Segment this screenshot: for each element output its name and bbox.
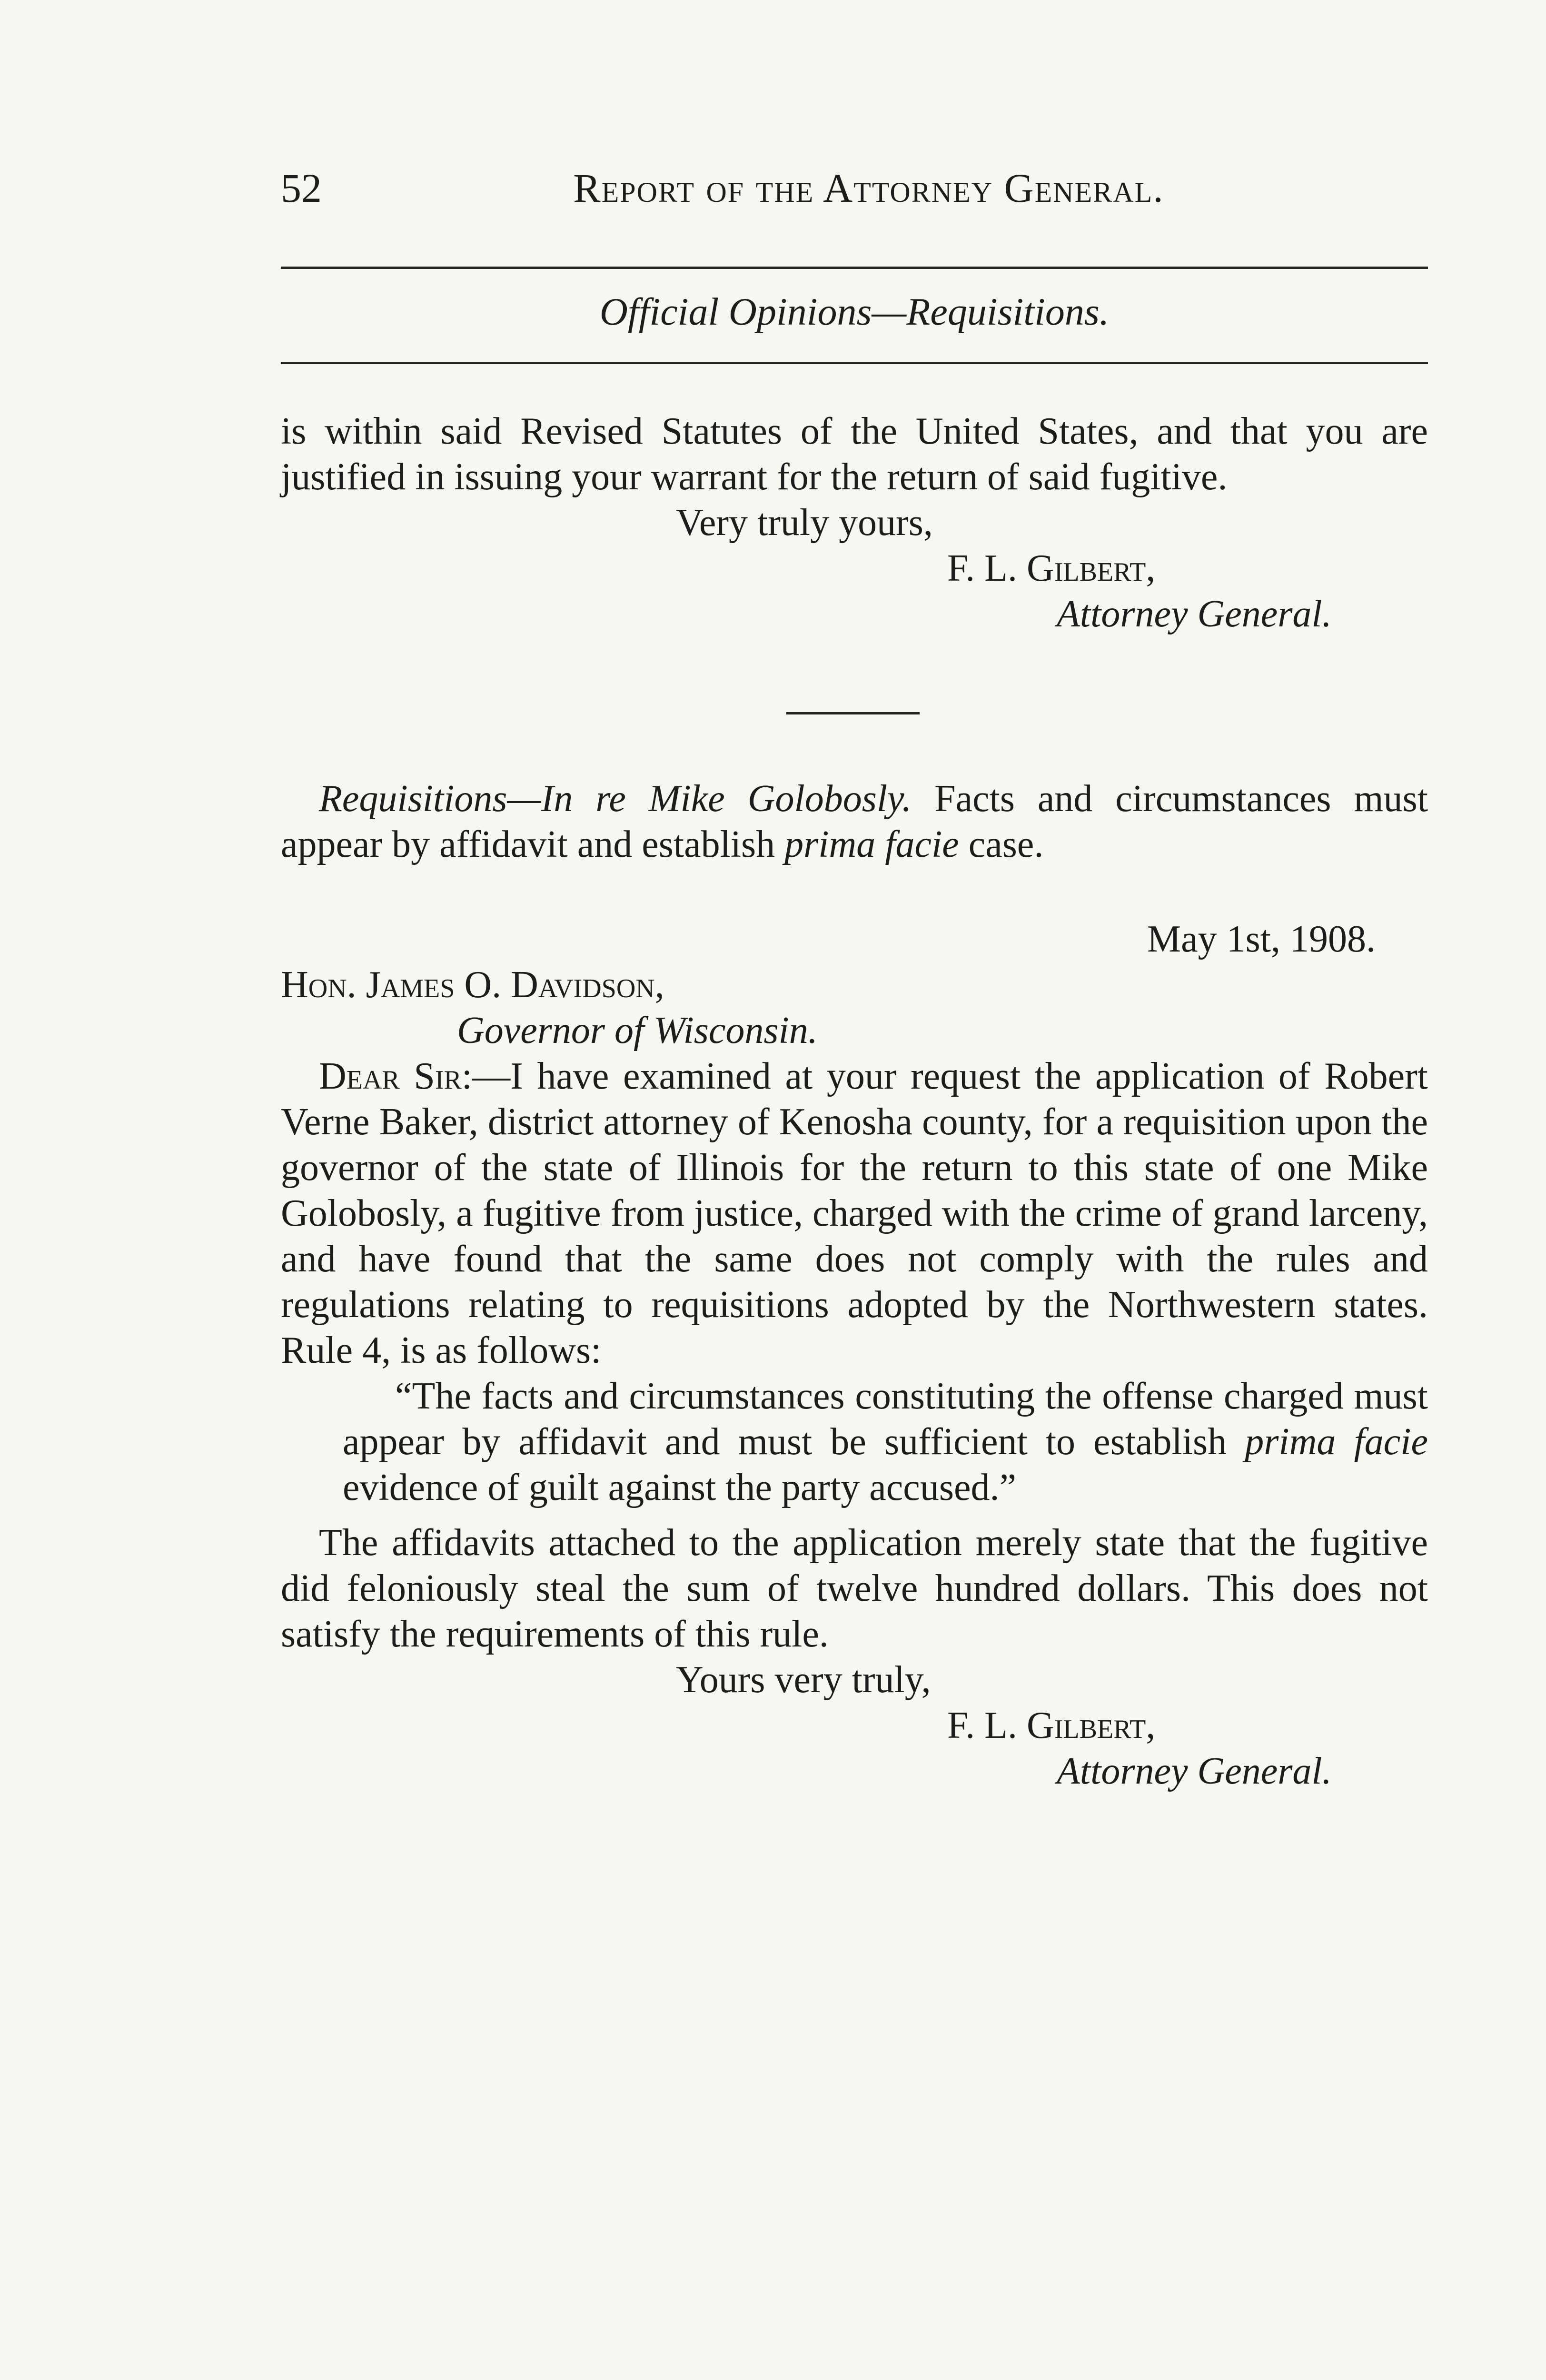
signature-name-1: F. L. Gilbert, bbox=[947, 547, 1156, 589]
conclusion-paragraph: The affidavits attached to the application merely state that the fugitive did feloniously steal the sum of twelve hundred dollars. This does not satisfy the requirements of this rule. bbox=[281, 1522, 1428, 1655]
headnote-paragraph bbox=[281, 776, 1428, 867]
continued-paragraph: is within said Revised Statutes of the United States, and that you are justified in issuing your warrant for the return of said fugitive. bbox=[281, 410, 1428, 498]
previous-opinion-end bbox=[281, 408, 1428, 637]
quote-start: “The facts and circumstances constituting the offense charged must appear by affidavit and must be sufficient to establish bbox=[343, 1375, 1428, 1463]
closing-2: Yours very truly, bbox=[676, 1659, 931, 1701]
opinion-headnote bbox=[281, 776, 1428, 867]
body-text: —I have examined at your request the application of Robert Verne Baker, district attorney of Kenosha county, for a requisition upon the governor of the state of Illinois for the return to this state of one Mike Golobosly, a fugitive from justice, charged with the crime of grand larceny, and have found that the same does not comply with the rules and regulations relating to requisitions adopted by the Northwestern states. Rule 4, is as follows: bbox=[281, 1055, 1428, 1371]
running-title: Report of the Attorney General. bbox=[573, 165, 1164, 211]
headnote-end: case. bbox=[968, 823, 1044, 865]
letter-date: May 1st, 1908. bbox=[1147, 918, 1376, 960]
running-header bbox=[281, 157, 1428, 219]
header-bottom-rule bbox=[281, 362, 1428, 364]
section-heading: Official Opinions—Requisitions. bbox=[599, 290, 1110, 333]
quote-end: evidence of guilt against the party accused.” bbox=[343, 1467, 1016, 1508]
addressee-title: Governor of Wisconsin. bbox=[457, 1010, 818, 1051]
quote-term: prima facie bbox=[1245, 1421, 1428, 1463]
headnote-text: Facts and circumstances must appear by affidavit and establish bbox=[281, 778, 1428, 865]
headnote-caption: Requisitions—In re Mike Golobosly. bbox=[319, 778, 912, 820]
page-number: 52 bbox=[281, 165, 322, 211]
opinion-separator bbox=[786, 712, 920, 714]
signature-title-1: Attorney General. bbox=[1057, 593, 1332, 635]
signature-name-2: F. L. Gilbert, bbox=[947, 1705, 1156, 1746]
addressee-name: Hon. James O. Davidson, bbox=[281, 964, 664, 1006]
rule-quotation bbox=[281, 1373, 1428, 1510]
closing-1: Very truly yours, bbox=[676, 502, 933, 544]
header-top-rule bbox=[281, 267, 1428, 269]
headnote-term: prima facie bbox=[784, 823, 959, 865]
letter-body bbox=[281, 1053, 1428, 1373]
opinion-letter bbox=[281, 916, 1428, 1794]
signature-title-2: Attorney General. bbox=[1057, 1750, 1332, 1792]
salutation: Dear Sir: bbox=[319, 1055, 473, 1097]
